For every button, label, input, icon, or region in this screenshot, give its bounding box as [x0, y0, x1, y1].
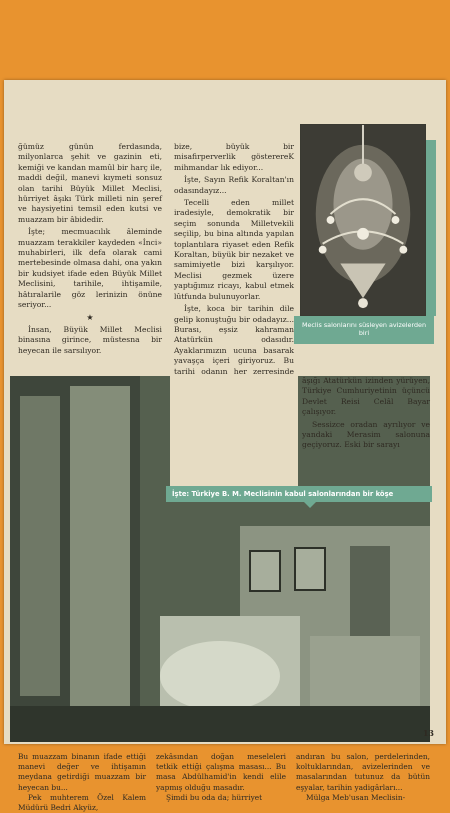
caption-pointer [304, 502, 316, 508]
text-column-1 [18, 142, 162, 358]
text-column-2-backing [170, 376, 298, 486]
star-divider: ★ [86, 312, 94, 322]
bottom-column-2 [156, 752, 286, 803]
bottom3-paragraph-1: andıran bu salon, perdelerinden, koltuklarından, avizelerinden ve masalarından tutunuz da bütün eşyalar, tarihin yadigârları... [296, 752, 430, 792]
bottom3-paragraph-2: Mülga Meb'usan Meclisin- [306, 792, 406, 802]
column2-paragraph-1: bize, büyük bir misafirperverlik gösterereK mihmandar lık ediyor... [174, 142, 294, 172]
salon-caption: İşte: Türkiye B. M. Meclisinin kabul salonlarından bir köşe [166, 486, 432, 502]
bottom-column-1 [18, 752, 146, 813]
bottom-column-3 [296, 752, 430, 803]
chandelier-caption: Meclis salonlarını süsleyen avizelerden biri [294, 316, 434, 344]
text-column-3 [302, 376, 430, 453]
bottom2-paragraph-1: zekâsından doğan meseleleri tetkik ettiği çalışma masası... Bu masa Abdülhamid'in kendi elile yapmış olduğu masadır. [156, 752, 286, 792]
magazine-page [4, 80, 446, 813]
column1-paragraph-3: İnsan, Büyük Millet Meclisi binasına girince, müstesna bir heyecan ile sarsılıyor. [18, 324, 162, 355]
bottom1-paragraph-1: Bu muazzam binanın ifade ettiği manevi değer ve ihtişamın meydana getirdiği muazzam bir heyecan bu... [18, 752, 146, 792]
bottom1-paragraph-2: Pek muhterem Özel Kalem Müdürü Bedri Akyüz, [18, 792, 146, 813]
column3-paragraph-2: Sessizce oradan ayrılıyor ve yandaki Merasim salonuna geçiyoruz. Eski bir sarayı [302, 419, 430, 450]
chandelier-photo [300, 124, 426, 316]
page-number: 13 [422, 728, 434, 738]
column2-paragraph-3: Tecelli eden millet iradesiyle, demokratik bir seçim sonunda Milletvekili seçilip, bu bina altında yapılan toplantılara riyaset eden Refik Koraltan, büyük bir nezaket ve samimiyetle bizi karşılıyor. Meclisi gezmek üzere yaptığımız ricayı, kabul etmek lûtfunda bulunuyorlar. [174, 198, 294, 301]
column1-paragraph-2: İşte; mecmuacılık âleminde muazzam terakkiler kaydeden «İnci» muhabirleri, ilk defa olarak cami mertebesinde olmasa dahi, ona yakın bir kudsiyet ifade eden Büyük Millet Meclisini, tarihile, ihtişamile, hâtıralarile göz lerinizin önüne seriyor... [18, 227, 162, 310]
bottom2-paragraph-2: Şimdi bu oda da; hürriyet [166, 792, 263, 802]
column2-paragraph-2: İşte, Sayın Refik Koraltan'ın odasındayız... [174, 175, 294, 195]
column3-paragraph-1: âşığı Atatürkün izinden yürüyen, Türkiye Cumhuriyetinin üçüncü Devlet Reisi Celâl Bayar çalışıyor. [302, 376, 430, 417]
column2-paragraph-4: İşte, koca bir tarihin dile gelip konuştuğu bir odadayız... Burası, eşsiz kahraman Atatürkün odasıdır. Ayaklarımızın ucuna basarak yavaşça içeri giriyoruz. Bu tarihi odanın her zerresinde [174, 304, 294, 376]
column1-paragraph-1: ğümüz günün ferdasında, milyonlarca şehit ve gazinin eti, kemiği ve kandan mamûl bir harç ile, maddi değil, manevi kıymeti sonsuz olan tarihi Büyük Millet Meclisi, hürriyet âşıkı Türk milleti nin şeref ve haysiyetini temsil eden kutsi ve muazzam bir âbidedir. [18, 142, 162, 224]
